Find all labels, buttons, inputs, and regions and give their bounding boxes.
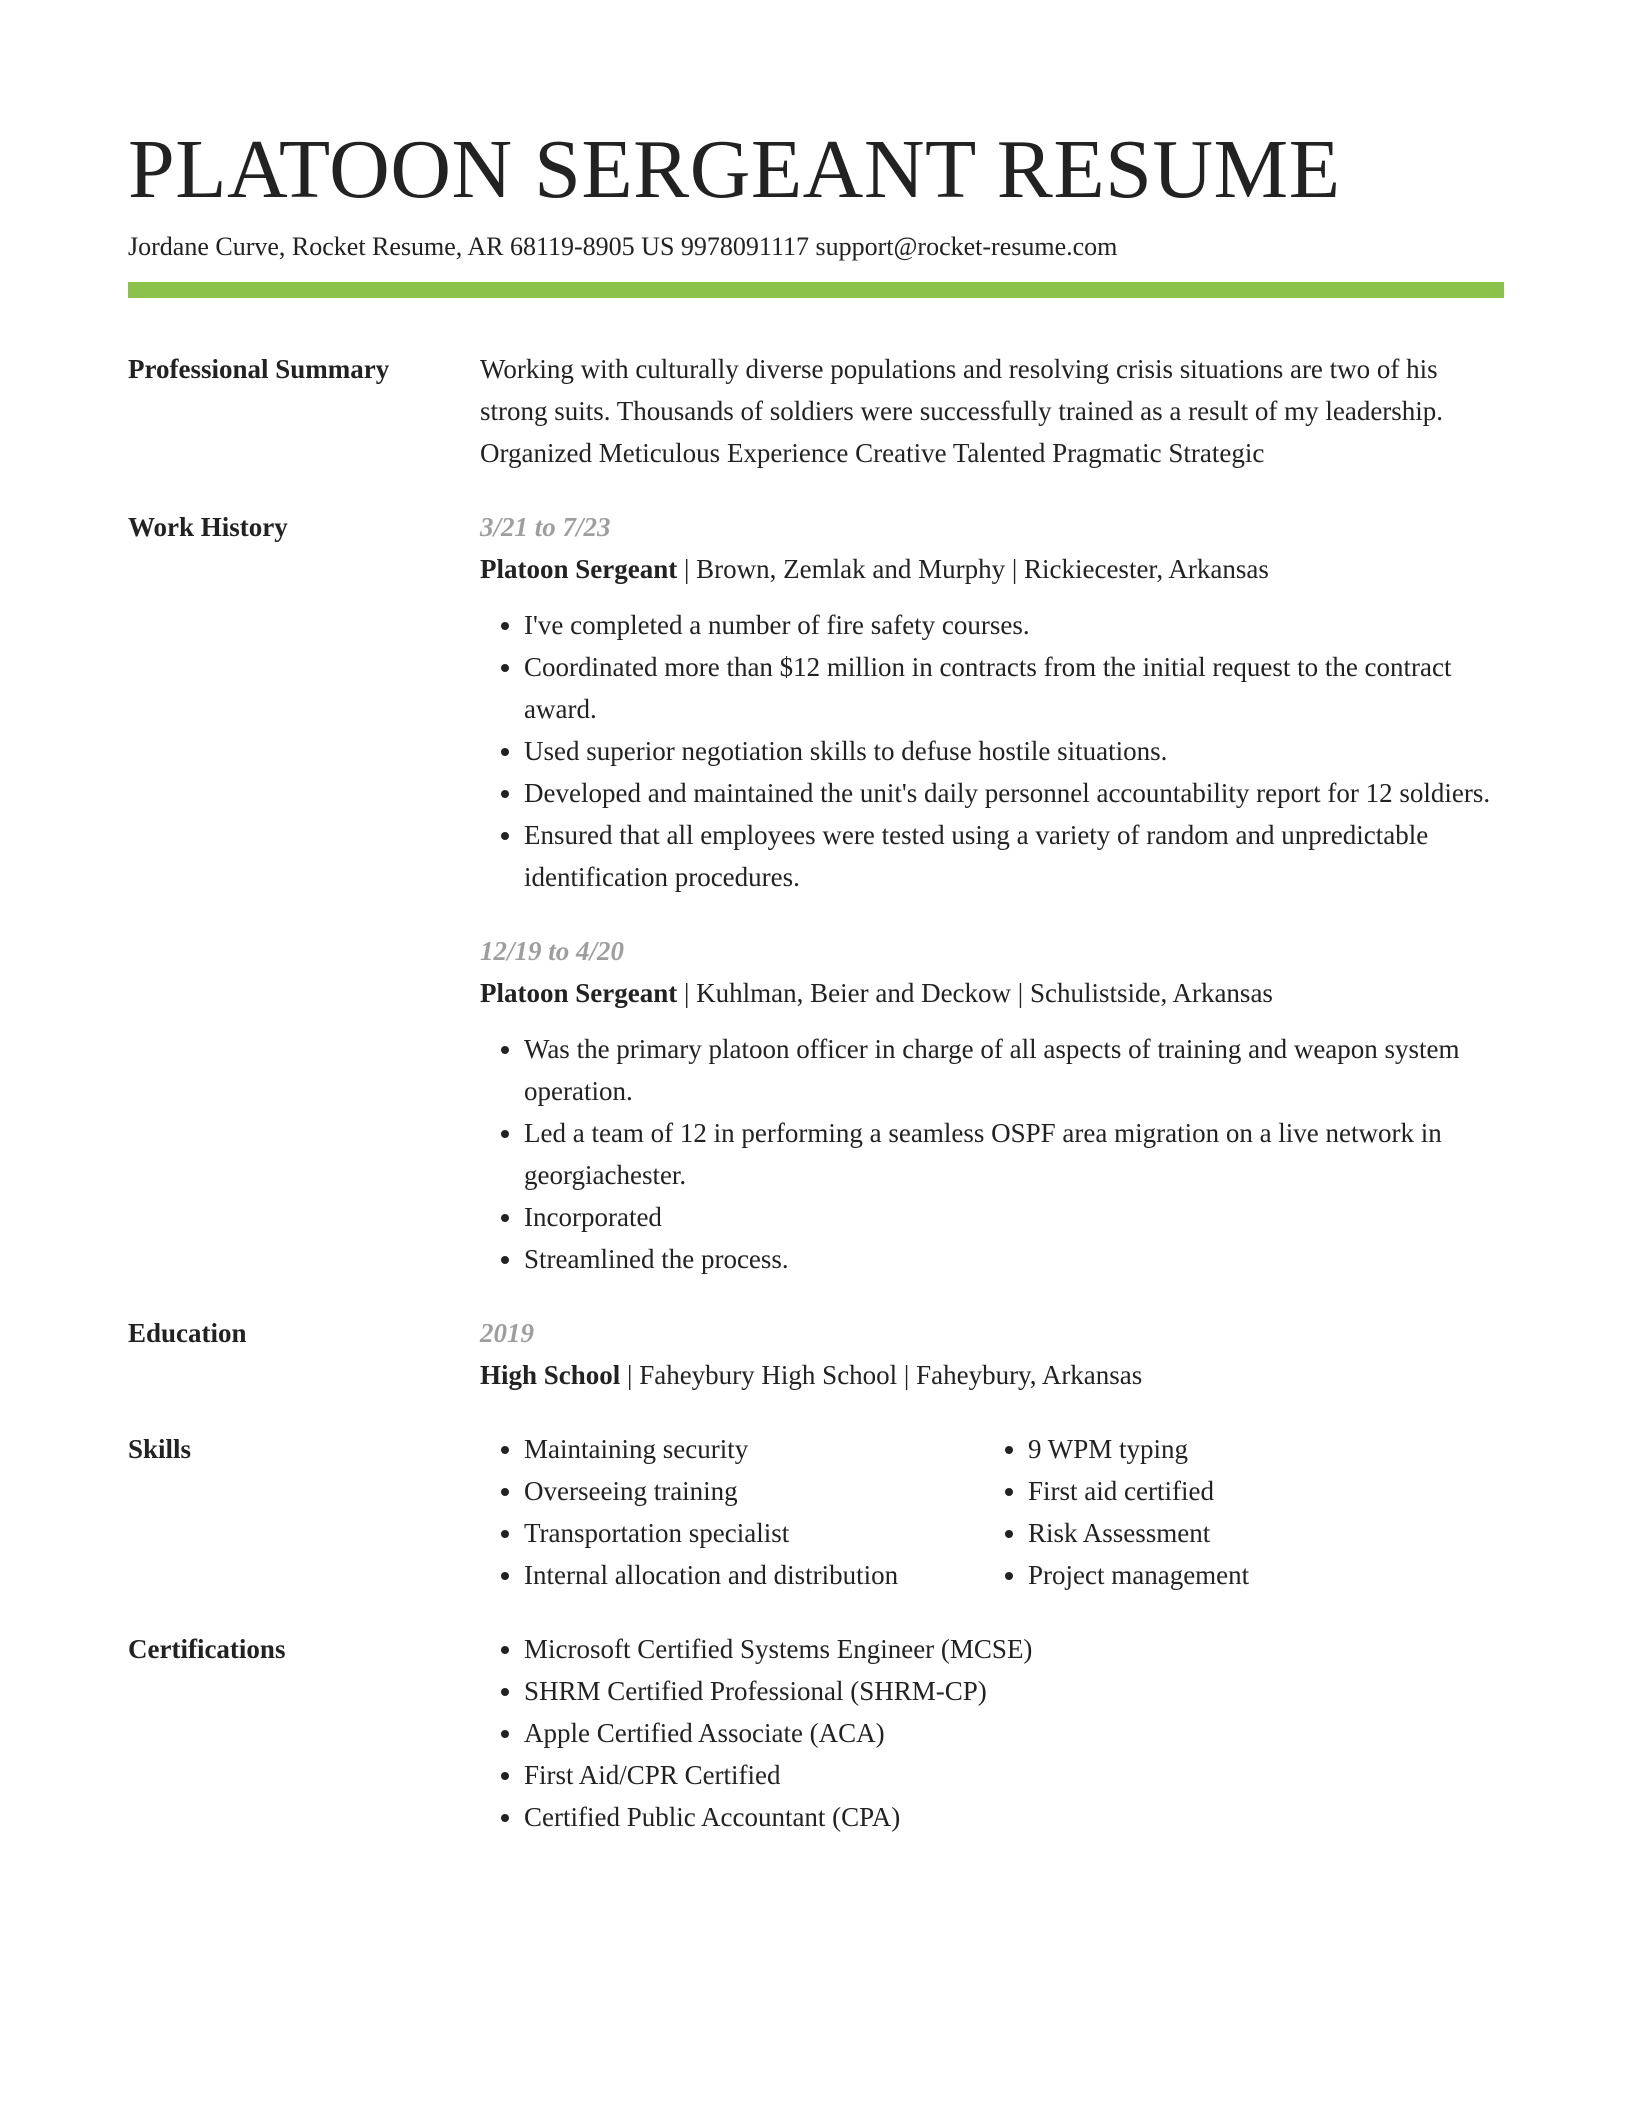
skills-section bbox=[128, 1428, 1504, 1596]
skills-column-2 bbox=[984, 1428, 1249, 1596]
education-section bbox=[128, 1312, 1504, 1396]
summary-text: Working with culturally diverse populations and resolving crisis situations are two of his strong suits. Thousands of soldiers were successfully trained as a result of my leadership. Organized Meticulous Experience Creative Talented Pragmatic Strategic bbox=[480, 354, 1444, 468]
summary-body bbox=[480, 348, 1504, 474]
job-date: 12/19 to 4/20 bbox=[480, 936, 625, 966]
list-item: • Streamlined the process. bbox=[524, 1238, 1504, 1280]
list-item: • Overseeing training bbox=[524, 1470, 984, 1512]
job-role: Platoon Sergeant bbox=[480, 978, 678, 1008]
skills-column-1 bbox=[480, 1428, 984, 1596]
list-item: • Apple Certified Associate (ACA) bbox=[524, 1712, 1504, 1754]
job-entry bbox=[480, 506, 1504, 898]
list-item: • First Aid/CPR Certified bbox=[524, 1754, 1504, 1796]
list-item: • Coordinated more than $12 million in contracts from the initial request to the contract award. bbox=[524, 646, 1504, 730]
job-title-line bbox=[480, 548, 1504, 590]
job-employer-location: | Brown, Zemlak and Murphy | Rickiecester, Arkansas bbox=[677, 554, 1269, 584]
job-bullet-list bbox=[480, 604, 1504, 898]
resume-page bbox=[128, 118, 1504, 1838]
section-label-work-history: Work History bbox=[128, 512, 288, 542]
certifications-body bbox=[480, 1628, 1504, 1838]
list-item: • First aid certified bbox=[1028, 1470, 1249, 1512]
resume-title: PLATOON SERGEANT RESUME bbox=[128, 123, 1341, 216]
summary-section bbox=[128, 348, 1504, 474]
job-role: Platoon Sergeant bbox=[480, 554, 678, 584]
list-item: • Internal allocation and distribution bbox=[524, 1554, 984, 1596]
work-history-section bbox=[128, 506, 1504, 1280]
education-school-location: | Faheybury High School | Faheybury, Arkansas bbox=[620, 1360, 1143, 1390]
job-date: 3/21 to 7/23 bbox=[480, 512, 611, 542]
list-item: • Transportation specialist bbox=[524, 1512, 984, 1554]
work-history-body bbox=[480, 506, 1504, 1280]
education-body bbox=[480, 1312, 1504, 1396]
contact-line: Jordane Curve, Rocket Resume, AR 68119-8905 US 9978091117 support@rocket-resume.com bbox=[128, 232, 1118, 261]
list-item: • Was the primary platoon officer in charge of all aspects of training and weapon system operation. bbox=[524, 1028, 1504, 1112]
section-label-certifications: Certifications bbox=[128, 1634, 286, 1664]
list-item: • Incorporated bbox=[524, 1196, 1504, 1238]
list-item: • Developed and maintained the unit's daily personnel accountability report for 12 soldiers. bbox=[524, 772, 1504, 814]
list-item: • 9 WPM typing bbox=[1028, 1428, 1249, 1470]
education-line bbox=[480, 1354, 1504, 1396]
list-item: • Led a team of 12 in performing a seamless OSPF area migration on a live network in georgiachester. bbox=[524, 1112, 1504, 1196]
header-divider bbox=[128, 282, 1504, 298]
skills-grid bbox=[480, 1428, 1504, 1596]
list-item: • SHRM Certified Professional (SHRM-CP) bbox=[524, 1670, 1504, 1712]
certifications-section bbox=[128, 1628, 1504, 1838]
job-entry bbox=[480, 930, 1504, 1280]
list-item: • Maintaining security bbox=[524, 1428, 984, 1470]
list-item: • Risk Assessment bbox=[1028, 1512, 1249, 1554]
list-item: • Microsoft Certified Systems Engineer (MCSE) bbox=[524, 1628, 1504, 1670]
list-item: • Ensured that all employees were tested using a variety of random and unpredictable identification procedures. bbox=[524, 814, 1504, 898]
list-item: • Project management bbox=[1028, 1554, 1249, 1596]
education-degree: High School bbox=[480, 1360, 621, 1390]
list-item: • I've completed a number of fire safety courses. bbox=[524, 604, 1504, 646]
job-employer-location: | Kuhlman, Beier and Deckow | Schulistside, Arkansas bbox=[677, 978, 1273, 1008]
job-title-line bbox=[480, 972, 1504, 1014]
education-date: 2019 bbox=[480, 1318, 534, 1348]
list-item: • Certified Public Accountant (CPA) bbox=[524, 1796, 1504, 1838]
list-item: • Used superior negotiation skills to defuse hostile situations. bbox=[524, 730, 1504, 772]
section-label-skills: Skills bbox=[128, 1434, 192, 1464]
certifications-list bbox=[480, 1628, 1504, 1838]
skills-body bbox=[480, 1428, 1504, 1596]
section-label-summary: Professional Summary bbox=[128, 354, 390, 384]
job-bullet-list bbox=[480, 1028, 1504, 1280]
section-label-education: Education bbox=[128, 1318, 247, 1348]
